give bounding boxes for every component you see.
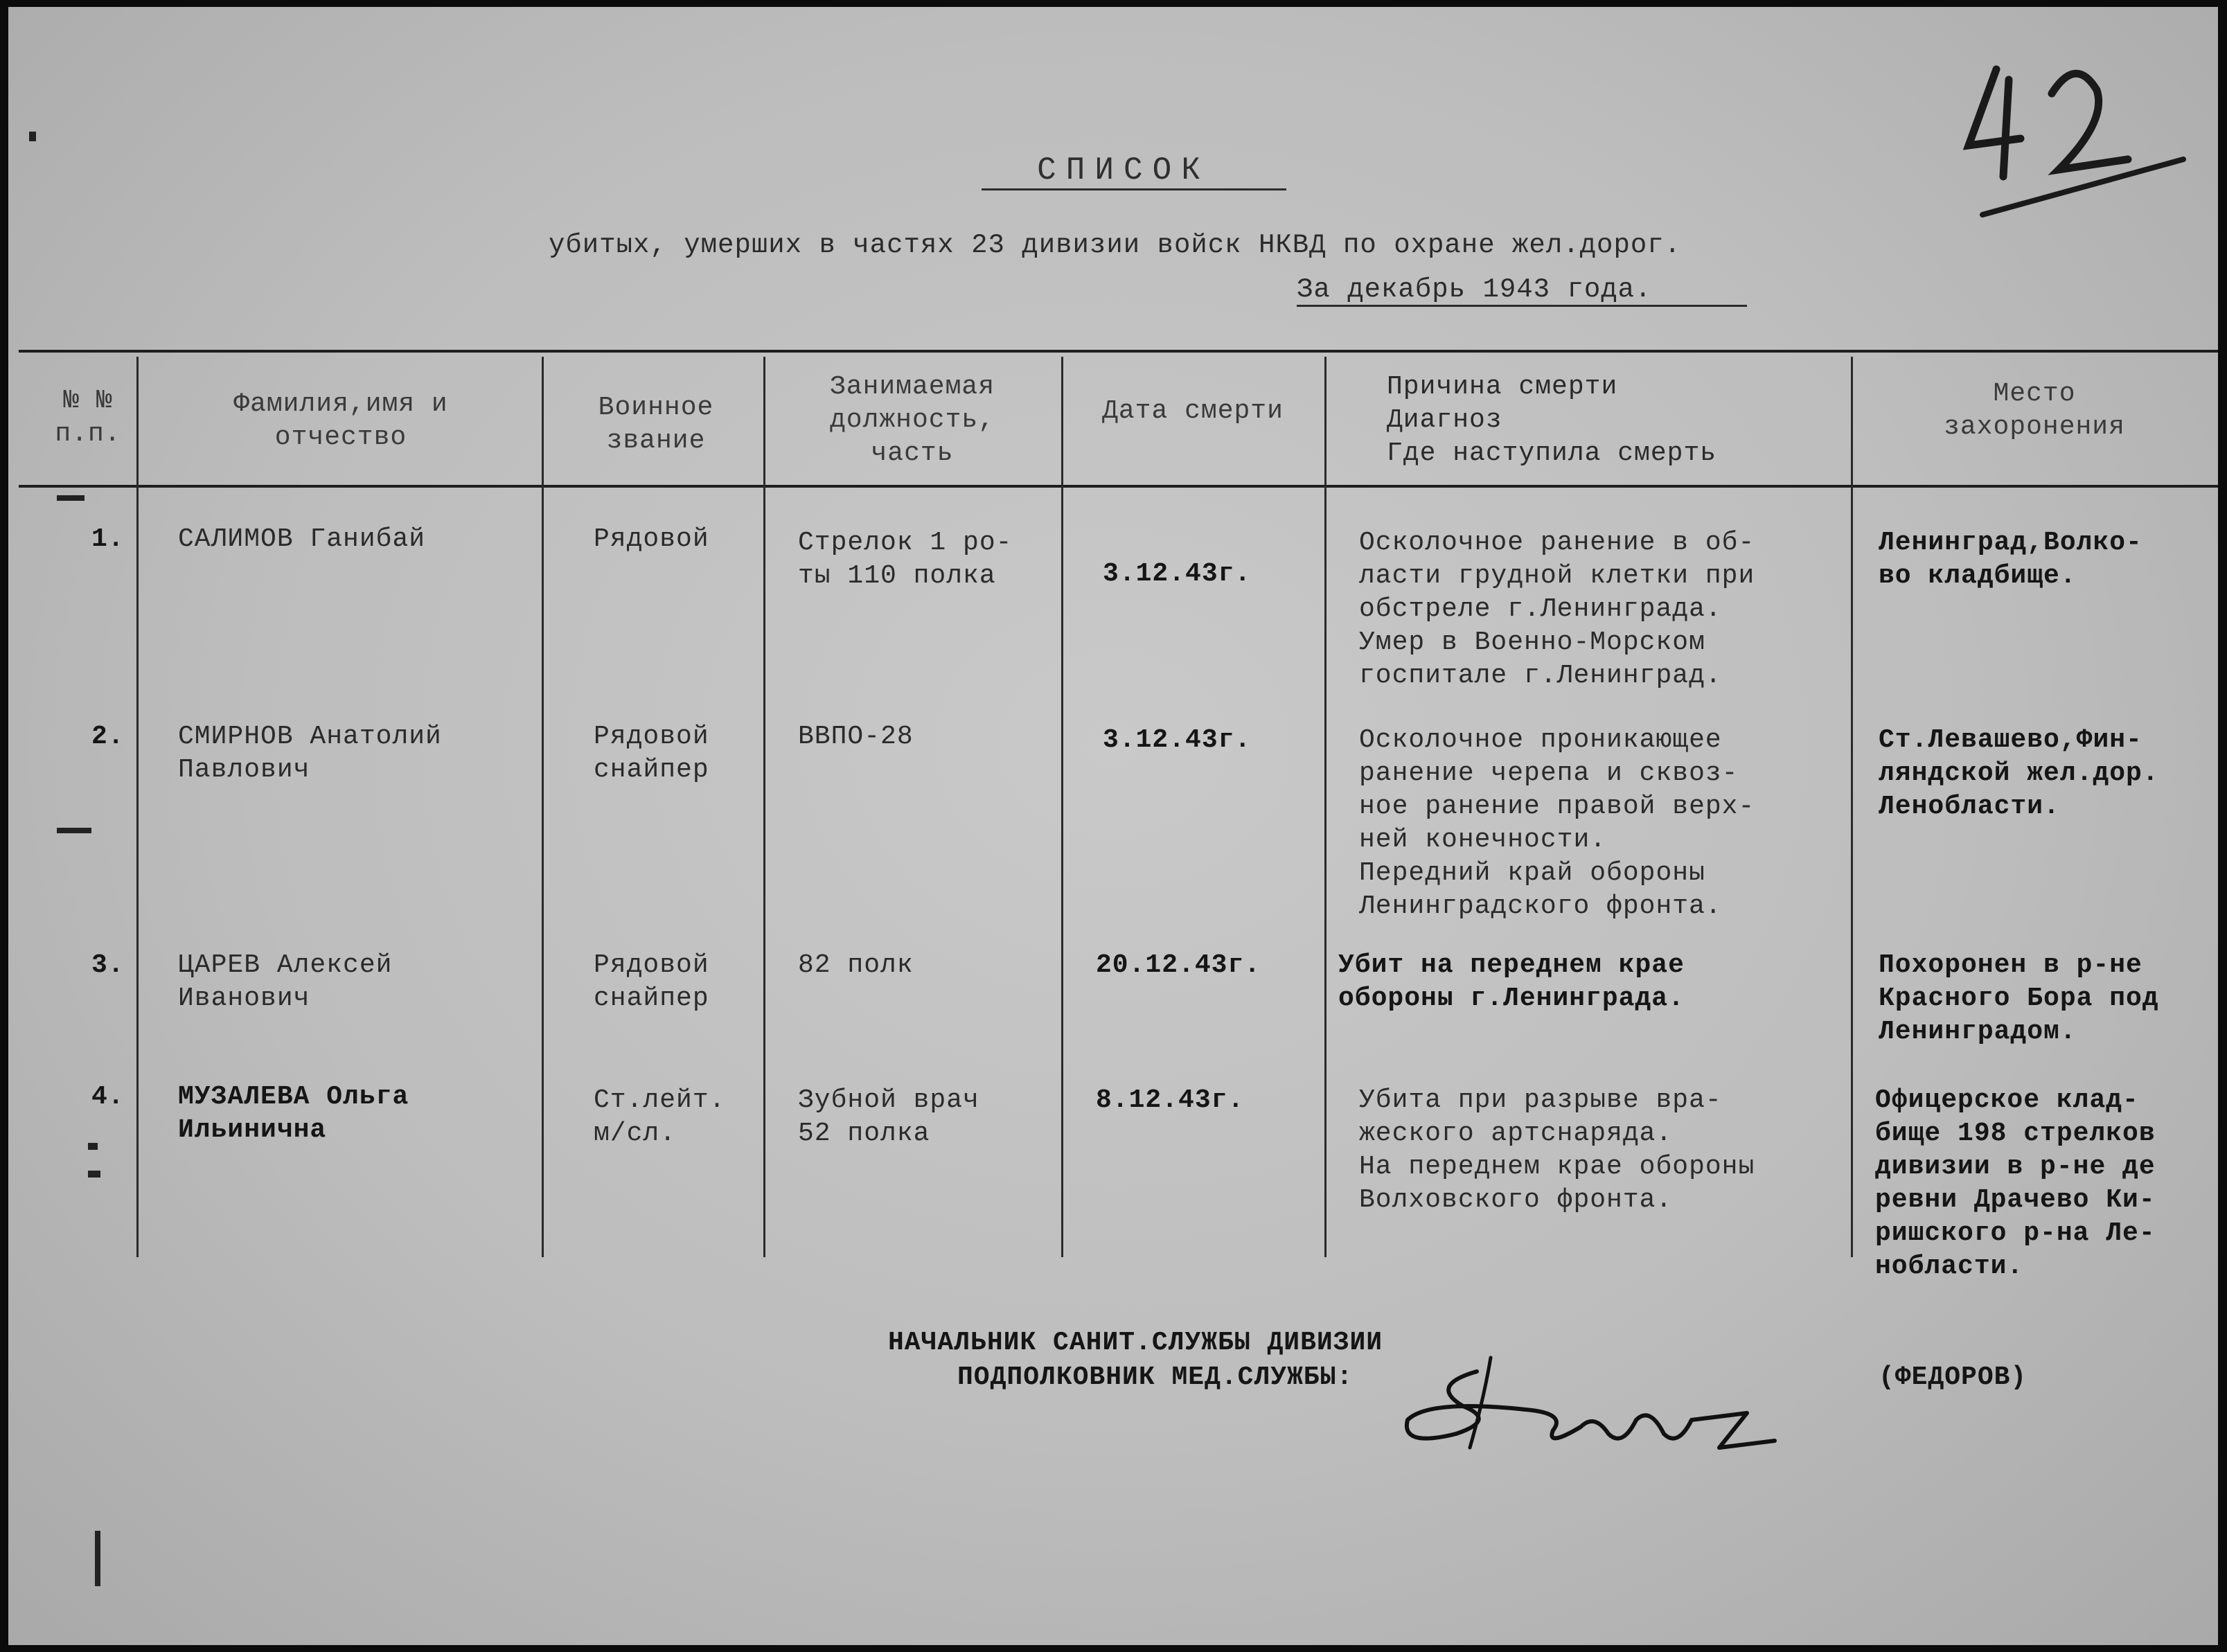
row-1-cause: Осколочное ранение в об- ласти грудной клетки при обстреле г.Ленинграда. Умер в Военно-Морском госпитале г.Ленинград. xyxy=(1359,528,1755,691)
row-1-burial: Ленинград,Волко- во кладбище. xyxy=(1879,528,2142,591)
document-sheet xyxy=(8,7,2218,1645)
column-divider xyxy=(542,357,544,1257)
header-name: Фамилия,имя и отчество xyxy=(233,389,448,452)
handwritten-page-number xyxy=(1955,42,2218,222)
margin-mark xyxy=(88,1143,98,1150)
row-4-rank: Ст.лейт. м/сл. xyxy=(594,1085,726,1148)
row-4-name: МУЗАЛЕВА Ольга Ильинична xyxy=(178,1082,409,1145)
row-4-position: Зубной врач 52 полка xyxy=(798,1085,979,1148)
row-3-number: 3. xyxy=(91,950,125,980)
row-3-burial: Похоронен в р-не Красного Бора под Ленинградом. xyxy=(1879,950,2159,1047)
column-divider xyxy=(1324,357,1327,1257)
table-header-rule xyxy=(19,485,2218,488)
column-divider xyxy=(1851,357,1853,1257)
margin-mark xyxy=(95,1531,100,1586)
row-1-rank: Рядовой xyxy=(594,524,709,554)
row-2-cause: Осколочное проникающее ранение черепа и сквоз- ное ранение правой верх- ней конечности. Передний край обороны Ленинградского фронта. xyxy=(1359,725,1755,921)
header-cause: Причина смерти Диагноз Где наступила смерть xyxy=(1387,372,1717,468)
header-rank: Воинное звание xyxy=(598,393,714,456)
document-period: За декабрь 1943 года. xyxy=(1297,274,1652,305)
header-position: Занимаемая должность, часть xyxy=(829,372,995,468)
header-date: Дата смерти xyxy=(1102,396,1284,426)
column-divider xyxy=(136,357,139,1257)
row-3-position: 82 полк xyxy=(798,950,914,980)
row-3-name: ЦАРЕВ Алексей Иванович xyxy=(178,950,393,1013)
row-3-date: 20.12.43г. xyxy=(1096,950,1261,980)
margin-mark xyxy=(57,828,91,833)
signer-rank: ПОДПОЛКОВНИК МЕД.СЛУЖБЫ: xyxy=(957,1362,1354,1392)
handwritten-signature xyxy=(1387,1344,1802,1482)
header-number: № № п.п. xyxy=(55,386,121,449)
header-burial: Место захоронения xyxy=(1944,379,2125,442)
column-divider xyxy=(763,357,765,1257)
signer-name: (ФЕДОРОВ) xyxy=(1879,1362,2028,1392)
document-title: СПИСОК xyxy=(1037,152,1210,188)
margin-mark xyxy=(88,1171,100,1178)
margin-mark xyxy=(29,132,36,141)
column-divider xyxy=(1061,357,1063,1257)
row-1-position: Стрелок 1 ро- ты 110 полка xyxy=(798,528,1013,591)
row-2-name: СМИРНОВ Анатолий Павлович xyxy=(178,722,442,785)
row-2-position: ВВПО-28 xyxy=(798,722,914,752)
row-3-cause: Убит на переднем крае обороны г.Ленинграда. xyxy=(1338,950,1685,1013)
row-3-rank: Рядовой снайпер xyxy=(594,950,709,1013)
document-subtitle: убитых, умерших в частях 23 дивизии войск НКВД по охране жел.дорог. xyxy=(549,230,1682,260)
row-4-burial: Офицерское клад- бище 198 стрелков дивизии в р-не де ревни Драчево Ки- ришского р-на Ле- нобласти. xyxy=(1875,1085,2156,1281)
row-2-number: 2. xyxy=(91,722,125,752)
margin-mark xyxy=(57,495,85,501)
row-1-date: 3.12.43г. xyxy=(1103,559,1252,589)
row-4-number: 4. xyxy=(91,1082,125,1112)
row-4-cause: Убита при разрыве вра- жеского артснаряда. На переднем крае обороны Волховского фронта. xyxy=(1359,1085,1755,1215)
row-2-rank: Рядовой снайпер xyxy=(594,722,709,785)
period-underline xyxy=(1297,305,1747,307)
table-top-rule xyxy=(19,350,2218,353)
title-underline xyxy=(982,188,1286,190)
signer-title: НАЧАЛЬНИК САНИТ.СЛУЖБЫ ДИВИЗИИ xyxy=(888,1328,1383,1358)
row-2-date: 3.12.43г. xyxy=(1103,725,1252,755)
row-1-number: 1. xyxy=(91,524,125,554)
row-4-date: 8.12.43г. xyxy=(1096,1085,1245,1115)
row-2-burial: Ст.Левашево,Фин- ляндской жел.дор. Ленобласти. xyxy=(1879,725,2159,821)
row-1-name: САЛИМОВ Ганибай xyxy=(178,524,426,554)
